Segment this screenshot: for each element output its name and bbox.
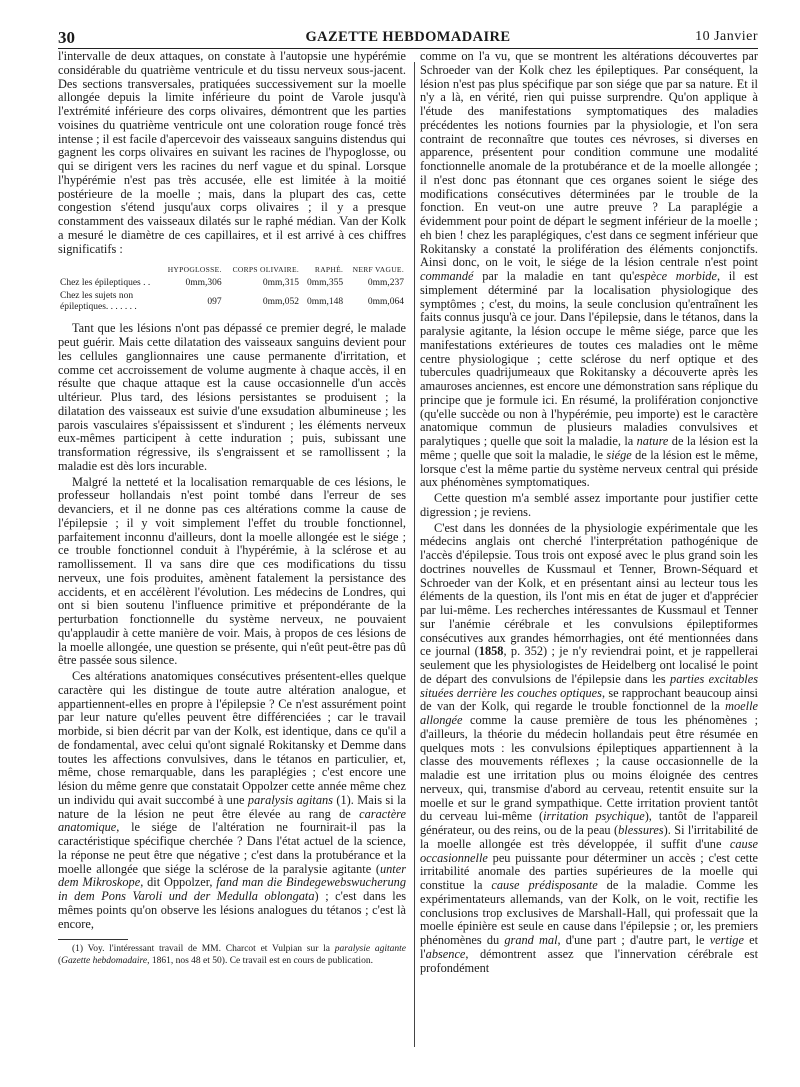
paragraph: l'intervalle de deux attaques, on constate à l'autopsie une hypérémie considérable du quatrième ventricule et du tissu nerveux sous-jacent. Des sections transversales, pratiquées successivement sur la moelle allongée depuis la limite inférieure du point de Varole jusqu'à l'extrémité inférieure des corps olivaires, démontrent que les parties voisines du quatrième ventricule ont une coloration rouge foncé très intense ; il est facile d'apercevoir des vaisseaux sanguins distendus qui gagnent les corps olivaires en suivant les racines de l'hypoglosse, ou qui se dirigent vers les racines du nerf vague et du spinal. Lorsque l'hypérémie n'est pas très accusée, elle est limitée à la moitié postérieure de la moelle ; mais, dans la plupart des cas, cette congestion s'étend jusqu'aux corps olivaires ; il y a presque constamment des vaisseaux dilatés sur le raphé médian. Van der Kolk a mesuré le diamètre de ces capillaires, et il est arrivé à ces chiffres significatifs : — [58, 49, 406, 256]
italic-term: cause occasionnelle — [420, 836, 758, 865]
paragraph: Tant que les lésions n'ont pas dépassé ce premier degré, le malade peut guérir. Mais cette dilatation des vaisseaux sanguins devient pour les cellules ganglionnaires une cause permanente d'irritation, et comme cet accroissement de volume augmente à chaque accès, il en résulte que chaque attaque est la cause occasionnelle d'un accès ultérieur. Plus tard, des lésions persistantes se produisent ; la dilatation des vaisseaux est suivie d'une exsudation albumineuse ; les parois vasculaires s'épaississent et s'indurent ; les éléments nerveux eux-mêmes participent à cette induration ; puis, subissant une transformation régressive, ils s'engraissent et se ramollissent ; la maladie est dès lors incurable. — [58, 321, 406, 473]
text-run: (1). Mais si la nature de la lésion ne peut être élevée au rang de — [58, 792, 406, 821]
italic-term: nature — [636, 434, 669, 448]
bold-year: 1858 — [478, 644, 504, 659]
text-run: de la lésion est la même ; quelle que soit la maladie, le — [420, 434, 758, 462]
italic-term: commandé — [420, 269, 474, 283]
left-column — [58, 50, 406, 967]
italic-term: siége — [606, 447, 632, 462]
page-number: 30 — [58, 28, 75, 47]
text-run: ), tantôt de l'appareil générateur, ou des reins, ou de la peau ( — [420, 809, 758, 837]
column-divider — [414, 62, 415, 1047]
text-run: , démontrent assez que l'innervation cérébrale est profondément — [420, 946, 758, 975]
text-run: , le siége de l'altération ne fournirait-il pas la caractéristique spécifique cherchée ? Dans l'état actuel de la science, la réponse ne peut être que négative ; c'est dans la protubérance et la moelle allongée que siége la sclérose de la paralysie agitante ( — [58, 820, 406, 876]
text-run: ) ; c'est dans les mêmes points qu'on observe les lésions analogues du tétanos ; c'est là encore, — [58, 889, 407, 931]
italic-term: absence — [425, 946, 466, 961]
italic-term: vertige — [709, 933, 744, 947]
paragraph: Cette question m'a semblé assez importante pour justifier cette digression ; je reviens. — [420, 491, 758, 519]
italic-term: cause prédisposante — [491, 878, 598, 892]
paragraph — [420, 50, 758, 490]
table-header: RAPHÉ. — [314, 265, 344, 275]
table-cell: 0mm,052 — [262, 296, 300, 307]
table-cell: 0mm,237 — [367, 278, 404, 289]
text-run: de la maladie. Comme les expérimentateurs allemands, van der Kolk, on le voit, rectifie les conclusions trop exclusives de Marshall-Hall, qui professait que la moelle épinière est seule en cause dans l'épilepsie ; or, les premiers phénomènes du — [420, 878, 758, 947]
text-run: , p. 352) ; je n'y reviendrai point, et je rappellerai seulement que les physiologistes de Heidelberg ont localisé le point de départ des convulsions de l'épilepsie dans les — [420, 644, 758, 686]
table-header: HYPOGLOSSE. — [167, 265, 222, 275]
italic-term: espèce morbide — [634, 269, 717, 283]
table-cell: 0mm,315 — [262, 278, 300, 289]
text-run: de la lésion est le même, lorsque c'est la même partie du système nerveux central qui préside aux phénomènes symptomatiques. — [420, 447, 758, 490]
table-corner — [58, 264, 160, 277]
text-run: et l' — [420, 933, 759, 961]
issue-date: 10 Janvier — [695, 29, 758, 44]
italic-term: unter dem Mikroskope — [58, 861, 406, 890]
table-row — [58, 277, 406, 290]
text-run: comme on l'a vu, que se montrent les altérations découvertes par Schroeder van der Kolk chez les épileptiques. Par conséquent, la lésion n'est pas plus spécifique par son siége que par sa nature. Et il n'y a là, en vérité, rien qui puisse surprendre. Qu'on applique à l'étude des manifestations symptomatiques des maladies précédentes les notions fournies par la physiologie, et l'on sera contraint de reconnaître que toutes ces névroses, si diverses en apparence, présentent pour condition commune une modalité fonctionnelle anomale de la protubérance et de la moelle allongée ; il n'est donc pas étonnant que ces organes soient le siége des modifications consécutives déterminées par le trouble de la fonction. En veut-on une autre preuve ? La paraplégie a évidemment pour point de départ le segment inférieur de la moelle ; eh bien ! chez les paraplégiques, c'est dans ce segment inférieur que Rokitansky a constaté la prolifération des éléments conjonctifs. Ainsi donc, on le voit, le siége de la lésion centrale n'est point — [420, 49, 758, 270]
text-run: , se rapprochant beaucoup ainsi de van der Kolk, qui regarde le trouble fonctionnel de la — [420, 685, 758, 714]
italic-term: blessures — [618, 823, 664, 837]
table-row — [58, 290, 406, 314]
right-column — [420, 50, 758, 975]
text-run: comme la cause première de tous les phénomènes ; d'ailleurs, la théorie du médecin hollandais peut être résumée en quelques mots : les convulsions épileptiques appartiennent à la classe des mouvements réflexes ; la cause occasionnelle de la maladie est une irritation plus ou moins éloignée des centres nerveux, qui, transmise d'abord au cerveau, retentit ensuite sur la moelle et sur le grand sympathique. Cette irritation provient tantôt du cerveau lui-même ( — [420, 713, 758, 824]
table-header: CORPS OLIVAIRE. — [232, 265, 300, 275]
italic-term: Gazette hebdomadaire — [61, 955, 148, 966]
text-run: , 1861, nos 48 et 50). Ce travail est en cours de publication. — [147, 955, 373, 966]
running-header — [58, 28, 758, 50]
text-run: C'est dans les données de la physiologie expérimentale que les médecins anglais ont cherché l'interprétation pathogénique de l'accès d'épilepsie. Tous trois ont exposé avec le plus grand soin les doctrines nouvelles de Kussmaul et Tenner, Brown-Séquard et Schroeder van der Kolk, et en présentant ainsi au lecteur tous les éléments de la question, ils l'ont mis en état de juger et d'apprécier par lui-même. Les recherches intéressantes de Kussmaul et Tenner sur l'anémie cérébrale et les convulsions épileptiformes consécutives aux grandes hémorrhagies, ont été mentionnées dans ce journal ( — [420, 520, 758, 659]
text-run: ( — [58, 955, 62, 966]
table-cell: 0mm,148 — [307, 296, 344, 307]
paragraph: Malgré la netteté et la localisation remarquable de ces lésions, le professeur hollandais n'est point tombé dans l'erreur de ses devanciers, et il ne donne pas ces altérations comme la cause de l'épilepsie ; il y voit simplement l'effet du trouble fonctionnel, parfaitement inconnu d'ailleurs, dont la moelle allongée est le siége ; ce trouble fonctionnel conduit à l'hypérémie, à la sclérose et au ramollissement. Il va sans dire que ces modifications du tissu nerveux, une fois produites, amènent fatalement la persistance des accidents, et en accélèrent l'évolution. Les médecins de Londres, qui ont si bien soutenu l'influence primitive et prépondérante de la perturbation fonctionnelle du système nerveux, ne pouvaient qu'applaudir à cette manière de voir. Mais, à propos de ces lésions de la moelle allongée, une question se présente, qui n'eût peut-être pas dû être passée sous silence. — [58, 474, 406, 668]
text-run: , il est simplement déterminé par la localisation physiologique des symptômes ; c'est, du moins, la seule conclusion qu'entraînent les faits connus jusqu'à ce jour. Dans l'épilepsie, dans le tétanos, dans la paralysie agitante, la lésion occupe le même siége, parce que les manifestations extérieures de toutes ces maladies ont le même centre physiologique ; cette sclérose du nerf optique et des tubercules quadrijumeaux que Rokitansky a découverte après les amauroses anciennes, est encore une démonstration sans réplique du principe que je formule ici. En résumé, la prolifération conjonctive (qu'elle succède ou non à l'hypérémie, peu importe) est le caractère anatomique commun de plusieurs maladies convulsives et paralytiques ; quelle que soit la maladie, la — [420, 269, 759, 448]
row-label: Chez les épileptiques . . — [60, 278, 151, 289]
italic-term: irritation psychique — [543, 809, 645, 824]
footnote-rule — [58, 939, 128, 940]
text-run: (1) Voy. l'intéressant travail de MM. Charcot et Vulpian sur la — [72, 944, 335, 955]
text-run: Ces altérations anatomiques consécutives présentent-elles quelque caractère qui les distingue de toute autre altération analogue, et appartiennent-elles en propre à l'épilepsie ? Ce n'est assurément point par leur nature qu'elles peuvent être différenciées ; car le travail morbide, si bien décrit par van der Kolk, est identique, dans ce qu'il a de fondamental, avec celui qu'ont signalé Rokitansky et Demme dans toutes les affections convulsives, dans le tétanos en particulier, et, même, chose remarquable, dans les paraplégies ; c'est encore une lésion du même genre que constatait Oppolzer cette année même chez un individu qui avait succombé à une — [58, 669, 406, 807]
table-cell: 0mm,306 — [185, 278, 222, 289]
table-cell: 097 — [207, 296, 222, 307]
text-run: peu puissante pour déterminer un accès ; c'est cette irritabilité anomale des parties supérieures de la moelle qui constitue la — [420, 850, 758, 892]
italic-term: grand mal — [504, 933, 558, 947]
table-cell: 0mm,064 — [367, 296, 404, 307]
text-run: , dit Oppolzer, — [140, 875, 217, 890]
italic-term: parties excitables situées derrière les couches optiques — [420, 671, 758, 700]
capillary-diameter-table — [58, 264, 406, 314]
journal-title: GAZETTE HEBDOMADAIRE — [305, 29, 511, 45]
table-cell: 0mm,355 — [307, 278, 344, 289]
italic-term: moelle allongée — [420, 699, 758, 727]
row-label: Chez les sujets non épileptiques. . . . . . . — [60, 291, 137, 313]
italic-term: paralysis agitans — [247, 792, 333, 807]
text-run: , d'une part ; d'autre part, le — [557, 933, 710, 947]
footnote — [58, 944, 406, 967]
paragraph — [420, 522, 758, 976]
italic-term: paralysie agitante — [334, 944, 406, 955]
table-header: NERF VAGUE. — [352, 265, 404, 275]
text-run: par la maladie en tant qu' — [473, 269, 635, 283]
italic-term: caractère anatomique — [58, 806, 406, 835]
text-run: ). Si l'irritabilité de la moelle allongée est très développée, il suffit d'une — [420, 823, 758, 851]
paragraph — [58, 670, 406, 931]
italic-quote: fand man die Bindegewebswucherung in dem Pons Varoli und der Medulla oblongata — [58, 875, 406, 903]
